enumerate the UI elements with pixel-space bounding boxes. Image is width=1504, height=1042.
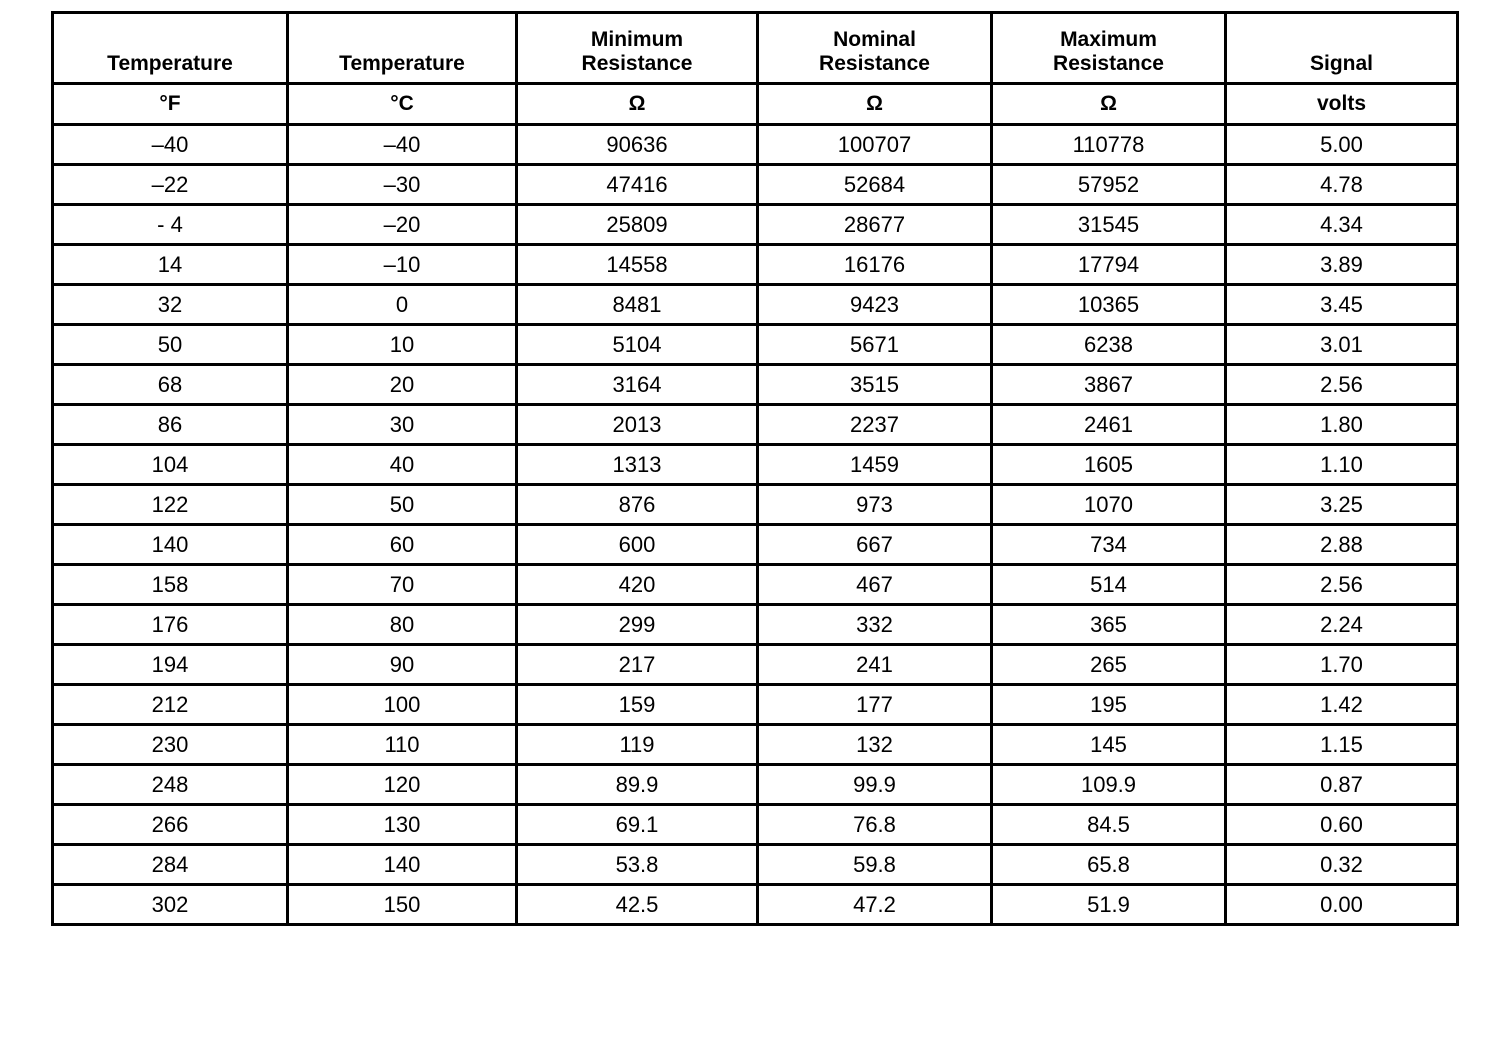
min-resistance-cell: 89.9 xyxy=(517,765,758,805)
min-resistance-cell: 420 xyxy=(517,565,758,605)
signal-volts-cell: 3.01 xyxy=(1226,325,1458,365)
nominal-resistance-cell: 3515 xyxy=(758,365,992,405)
signal-volts-cell: 1.10 xyxy=(1226,445,1458,485)
min-resistance-cell: 42.5 xyxy=(517,885,758,925)
temp-c-cell: 30 xyxy=(288,405,517,445)
max-resistance-cell: 6238 xyxy=(992,325,1226,365)
signal-volts-cell: 1.70 xyxy=(1226,645,1458,685)
header-line: Minimum xyxy=(590,28,684,51)
temp-f-cell: 14 xyxy=(53,245,288,285)
nominal-resistance-cell: 76.8 xyxy=(758,805,992,845)
header-line: Maximum xyxy=(1060,28,1157,51)
temp-c-cell: 0 xyxy=(288,285,517,325)
table-row xyxy=(53,565,1458,605)
table-row xyxy=(53,445,1458,485)
temp-f-cell: 86 xyxy=(53,405,288,445)
nominal-resistance-cell: 100707 xyxy=(758,125,992,165)
max-resistance-cell: 109.9 xyxy=(992,765,1226,805)
min-resistance-cell: 2013 xyxy=(517,405,758,445)
min-resistance-cell: 217 xyxy=(517,645,758,685)
temp-c-cell: 140 xyxy=(288,845,517,885)
signal-volts-cell: 2.56 xyxy=(1226,565,1458,605)
nominal-resistance-cell: 99.9 xyxy=(758,765,992,805)
min-resistance-cell: 69.1 xyxy=(517,805,758,845)
nominal-resistance-cell: 667 xyxy=(758,525,992,565)
temp-f-cell: 32 xyxy=(53,285,288,325)
min-resistance-cell: 53.8 xyxy=(517,845,758,885)
temp-c-cell: 70 xyxy=(288,565,517,605)
table-row xyxy=(53,645,1458,685)
header-nominal-resistance xyxy=(758,13,992,84)
max-resistance-cell: 265 xyxy=(992,645,1226,685)
signal-volts-cell: 2.88 xyxy=(1226,525,1458,565)
header-temperature-c xyxy=(288,13,517,84)
max-resistance-cell: 110778 xyxy=(992,125,1226,165)
temp-c-cell: 10 xyxy=(288,325,517,365)
temp-f-cell: 104 xyxy=(53,445,288,485)
temp-f-cell: 158 xyxy=(53,565,288,605)
table-row xyxy=(53,885,1458,925)
unit-fahrenheit: °F xyxy=(53,84,288,125)
temp-f-cell: –22 xyxy=(53,165,288,205)
header-line: Resistance xyxy=(1053,52,1164,75)
header-line: Resistance xyxy=(581,52,693,75)
max-resistance-cell: 1070 xyxy=(992,485,1226,525)
nominal-resistance-cell: 16176 xyxy=(758,245,992,285)
temp-c-cell: 80 xyxy=(288,605,517,645)
max-resistance-cell: 10365 xyxy=(992,285,1226,325)
signal-volts-cell: 4.78 xyxy=(1226,165,1458,205)
max-resistance-cell: 17794 xyxy=(992,245,1226,285)
signal-volts-cell: 0.87 xyxy=(1226,765,1458,805)
signal-volts-cell: 3.89 xyxy=(1226,245,1458,285)
temp-f-cell: 50 xyxy=(53,325,288,365)
unit-ohm: Ω xyxy=(992,84,1226,125)
header-signal xyxy=(1226,13,1458,84)
temp-c-cell: 40 xyxy=(288,445,517,485)
header-line: Temperature xyxy=(107,52,233,75)
min-resistance-cell: 25809 xyxy=(517,205,758,245)
min-resistance-cell: 14558 xyxy=(517,245,758,285)
nominal-resistance-cell: 28677 xyxy=(758,205,992,245)
min-resistance-cell: 90636 xyxy=(517,125,758,165)
max-resistance-cell: 514 xyxy=(992,565,1226,605)
temp-c-cell: 90 xyxy=(288,645,517,685)
signal-volts-cell: 0.60 xyxy=(1226,805,1458,845)
min-resistance-cell: 1313 xyxy=(517,445,758,485)
temp-f-cell: 230 xyxy=(53,725,288,765)
max-resistance-cell: 65.8 xyxy=(992,845,1226,885)
nominal-resistance-cell: 52684 xyxy=(758,165,992,205)
nominal-resistance-cell: 467 xyxy=(758,565,992,605)
min-resistance-cell: 299 xyxy=(517,605,758,645)
signal-volts-cell: 1.80 xyxy=(1226,405,1458,445)
max-resistance-cell: 3867 xyxy=(992,365,1226,405)
nominal-resistance-cell: 332 xyxy=(758,605,992,645)
header-temperature-f xyxy=(53,13,288,84)
temp-c-cell: 130 xyxy=(288,805,517,845)
resistance-table-container xyxy=(51,11,1459,926)
signal-volts-cell: 1.15 xyxy=(1226,725,1458,765)
temperature-resistance-table xyxy=(51,11,1459,926)
unit-row xyxy=(53,84,1458,125)
min-resistance-cell: 3164 xyxy=(517,365,758,405)
signal-volts-cell: 0.32 xyxy=(1226,845,1458,885)
signal-volts-cell: 0.00 xyxy=(1226,885,1458,925)
temp-f-cell: 122 xyxy=(53,485,288,525)
nominal-resistance-cell: 177 xyxy=(758,685,992,725)
nominal-resistance-cell: 47.2 xyxy=(758,885,992,925)
unit-ohm: Ω xyxy=(517,84,758,125)
signal-volts-cell: 2.24 xyxy=(1226,605,1458,645)
table-row xyxy=(53,325,1458,365)
temp-f-cell: 176 xyxy=(53,605,288,645)
header-maximum-resistance xyxy=(992,13,1226,84)
table-row xyxy=(53,685,1458,725)
temp-f-cell: 212 xyxy=(53,685,288,725)
header-line: Temperature xyxy=(339,52,465,75)
unit-volts: volts xyxy=(1226,84,1458,125)
temp-f-cell: 266 xyxy=(53,805,288,845)
table-row xyxy=(53,165,1458,205)
nominal-resistance-cell: 132 xyxy=(758,725,992,765)
nominal-resistance-cell: 5671 xyxy=(758,325,992,365)
temp-f-cell: - 4 xyxy=(53,205,288,245)
unit-ohm: Ω xyxy=(758,84,992,125)
min-resistance-cell: 159 xyxy=(517,685,758,725)
temp-f-cell: –40 xyxy=(53,125,288,165)
temp-c-cell: –40 xyxy=(288,125,517,165)
table-row xyxy=(53,365,1458,405)
temp-c-cell: 100 xyxy=(288,685,517,725)
table-row xyxy=(53,725,1458,765)
temp-f-cell: 194 xyxy=(53,645,288,685)
table-row xyxy=(53,845,1458,885)
temp-c-cell: –10 xyxy=(288,245,517,285)
nominal-resistance-cell: 9423 xyxy=(758,285,992,325)
max-resistance-cell: 31545 xyxy=(992,205,1226,245)
temp-f-cell: 302 xyxy=(53,885,288,925)
max-resistance-cell: 2461 xyxy=(992,405,1226,445)
max-resistance-cell: 57952 xyxy=(992,165,1226,205)
table-row xyxy=(53,405,1458,445)
table-row xyxy=(53,525,1458,565)
signal-volts-cell: 1.42 xyxy=(1226,685,1458,725)
table-row xyxy=(53,485,1458,525)
min-resistance-cell: 119 xyxy=(517,725,758,765)
table-row xyxy=(53,205,1458,245)
nominal-resistance-cell: 1459 xyxy=(758,445,992,485)
temp-c-cell: –20 xyxy=(288,205,517,245)
unit-celsius: °C xyxy=(288,84,517,125)
nominal-resistance-cell: 973 xyxy=(758,485,992,525)
signal-volts-cell: 3.25 xyxy=(1226,485,1458,525)
temp-c-cell: 110 xyxy=(288,725,517,765)
signal-volts-cell: 5.00 xyxy=(1226,125,1458,165)
temp-f-cell: 284 xyxy=(53,845,288,885)
table-row xyxy=(53,285,1458,325)
min-resistance-cell: 600 xyxy=(517,525,758,565)
table-row xyxy=(53,125,1458,165)
header-line: Nominal xyxy=(833,28,916,51)
signal-volts-cell: 3.45 xyxy=(1226,285,1458,325)
signal-volts-cell: 4.34 xyxy=(1226,205,1458,245)
max-resistance-cell: 51.9 xyxy=(992,885,1226,925)
temp-f-cell: 248 xyxy=(53,765,288,805)
nominal-resistance-cell: 241 xyxy=(758,645,992,685)
min-resistance-cell: 5104 xyxy=(517,325,758,365)
max-resistance-cell: 734 xyxy=(992,525,1226,565)
max-resistance-cell: 84.5 xyxy=(992,805,1226,845)
max-resistance-cell: 365 xyxy=(992,605,1226,645)
header-line: Resistance xyxy=(819,52,930,75)
header-row xyxy=(53,13,1458,84)
temp-f-cell: 140 xyxy=(53,525,288,565)
temp-c-cell: 120 xyxy=(288,765,517,805)
temp-c-cell: 150 xyxy=(288,885,517,925)
temp-c-cell: –30 xyxy=(288,165,517,205)
max-resistance-cell: 1605 xyxy=(992,445,1226,485)
temp-c-cell: 50 xyxy=(288,485,517,525)
max-resistance-cell: 195 xyxy=(992,685,1226,725)
table-row xyxy=(53,765,1458,805)
table-body xyxy=(53,125,1458,925)
header-minimum-resistance xyxy=(517,13,758,84)
table-row xyxy=(53,805,1458,845)
table-row xyxy=(53,605,1458,645)
max-resistance-cell: 145 xyxy=(992,725,1226,765)
table-row xyxy=(53,245,1458,285)
temp-c-cell: 60 xyxy=(288,525,517,565)
header-line: Signal xyxy=(1309,52,1373,75)
min-resistance-cell: 8481 xyxy=(517,285,758,325)
temp-c-cell: 20 xyxy=(288,365,517,405)
min-resistance-cell: 47416 xyxy=(517,165,758,205)
min-resistance-cell: 876 xyxy=(517,485,758,525)
nominal-resistance-cell: 59.8 xyxy=(758,845,992,885)
temp-f-cell: 68 xyxy=(53,365,288,405)
signal-volts-cell: 2.56 xyxy=(1226,365,1458,405)
nominal-resistance-cell: 2237 xyxy=(758,405,992,445)
